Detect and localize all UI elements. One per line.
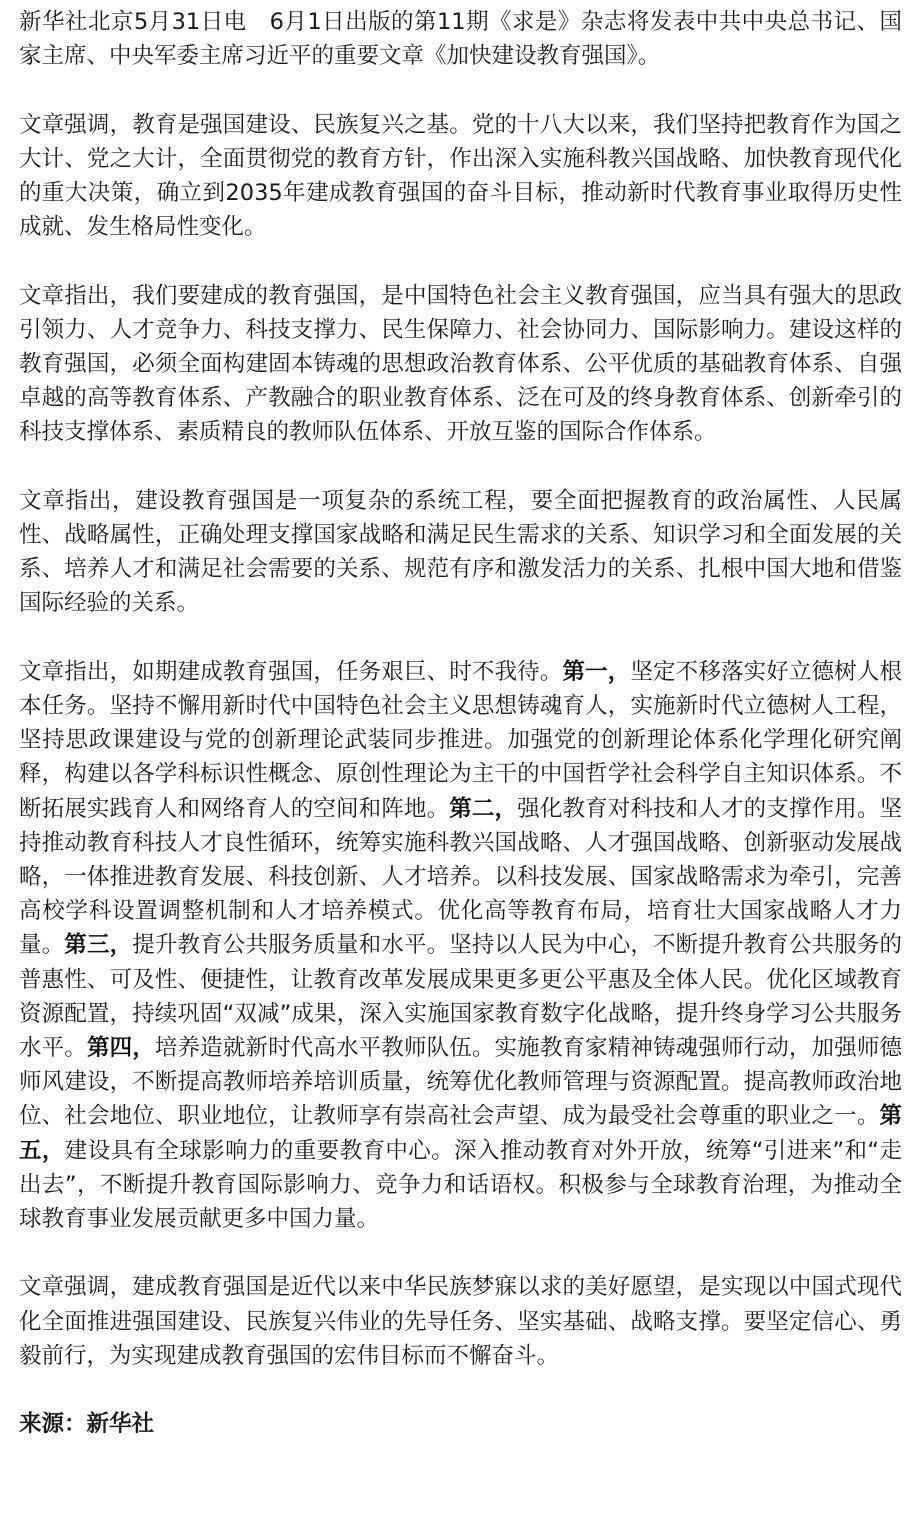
source-credit [19,1407,902,1441]
paragraph-conclusion [19,1270,902,1373]
paragraph-goal [19,279,902,450]
paragraph-tasks [19,655,902,1236]
paragraph-text: 文章强调，教育是强国建设、民族复兴之基。党的十八大以来，我们坚持把教育作为国之大计、党之大计，全面贯彻党的教育方针，作出深入实施科教兴国战略、加快教育现代化的重大决策，确立到2035年建成教育强国的奋斗目标，推动新时代教育事业取得历史性成就、发生格局性变化。 [19,111,902,241]
bold-marker-second: 第二， [449,795,518,822]
paragraph-text: 文章指出，如期建成教育强国，任务艰巨、时不我待。 [19,658,563,685]
paragraph-system-engineering [19,484,902,621]
bold-marker-first: 第一， [562,658,631,685]
bold-marker-third: 第三， [64,932,133,959]
paragraph-emphasis [19,108,902,245]
paragraph-text: 建设具有全球影响力的重要教育中心。深入推动教育对外开放，统筹“引进来”和“走出去”，不断提升教育国际影响力、竞争力和话语权。积极参与全球教育治理，为推动全球教育事业发展贡献更多中国力量。 [19,1137,902,1233]
paragraph-text: 新华社北京5月31日电 6月1日出版的第11期《求是》杂志将发表中共中央总书记、国家主席、中央军委主席习近平的重要文章《加快建设教育强国》。 [19,9,902,70]
paragraph-intro [19,5,902,73]
bold-marker-fifth: 第五， [19,1103,902,1164]
paragraph-text: 坚定不移落实好立德树人根本任务。坚持不懈用新时代中国特色社会主义思想铸魂育人，实施新时代立德树人工程，坚持思政课建设与党的创新理论武装同步推进。加强党的创新理论体系化学理化研究阐释，构建以各学科标识性概念、原创性理论为主干的中国哲学社会科学自主知识体系。不断拓展实践育人和网络育人的空间和阵地。 [19,658,902,822]
paragraph-text: 提升教育公共服务质量和水平。坚持以人民为中心，不断提升教育公共服务的普惠性、可及性、便捷性，让教育改革发展成果更多更公平惠及全体人民。优化区域教育资源配置，持续巩固“双减”成果，深入实施国家教育数字化战略，提升终身学习公共服务水平。 [19,932,902,1062]
source-text: 来源：新华社 [19,1411,155,1438]
paragraph-text: 文章指出，建设教育强国是一项复杂的系统工程，要全面把握教育的政治属性、人民属性、战略属性，正确处理支撑国家战略和满足民生需求的关系、知识学习和全面发展的关系、培养人才和满足社会需要的关系、规范有序和激发活力的关系、扎根中国大地和借鉴国际经验的关系。 [19,487,902,617]
bold-marker-fourth: 第四， [86,1035,155,1062]
paragraph-text: 培养造就新时代高水平教师队伍。实施教育家精神铸魂强师行动，加强师德师风建设，不断提高教师培养培训质量，统筹优化教师管理与资源配置。提高教师政治地位、社会地位、职业地位，让教师享有崇高社会声望、成为最受社会尊重的职业之一。 [19,1035,902,1130]
paragraph-text: 强化教育对科技和人才的支撑作用。坚持推动教育科技人才良性循环，统筹实施科教兴国战略、人才强国战略、创新驱动发展战略，一体推进教育发展、科技创新、人才培养。以科技发展、国家战略需求为牵引，完善高校学科设置调整机制和人才培养模式。优化高等教育布局，培育壮大国家战略人才力量。 [19,795,902,959]
paragraph-text: 文章指出，我们要建成的教育强国，是中国特色社会主义教育强国，应当具有强大的思政引领力、人才竞争力、科技支撑力、民生保障力、社会协同力、国际影响力。建设这样的教育强国，必须全面构建固本铸魂的思想政治教育体系、公平优质的基础教育体系、自强卓越的高等教育体系、产教融合的职业教育体系、泛在可及的终身教育体系、创新牵引的科技支撑体系、素质精良的教师队伍体系、开放互鉴的国际合作体系。 [19,282,902,446]
paragraph-text: 文章强调，建成教育强国是近代以来中华民族梦寐以求的美好愿望，是实现以中国式现代化全面推进强国建设、民族复兴伟业的先导任务、坚实基础、战略支撑。要坚定信心、勇毅前行，为实现建成教育强国的宏伟目标而不懈奋斗。 [19,1274,902,1369]
